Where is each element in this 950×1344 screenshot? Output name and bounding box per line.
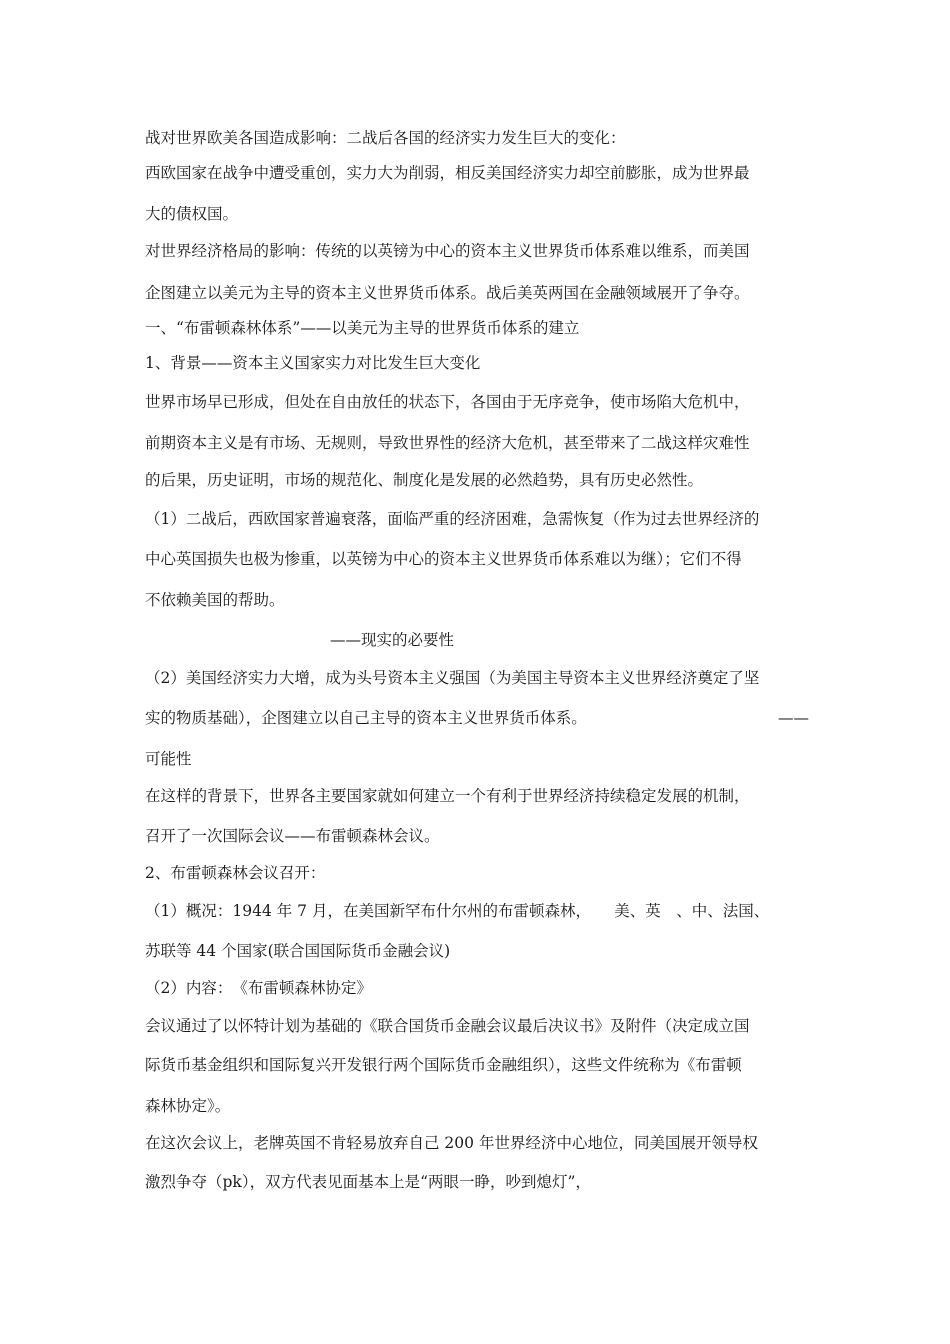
paragraph-line: （2）美国经济实力大增，成为头号资本主义强国（为美国主导资本主义世界经济奠定了坚 [145,669,760,687]
paragraph-line: （2）内容： 《布雷顿森林协定》 [145,979,372,997]
paragraph-line: 对世界经济格局的影响：传统的以英镑为中心的资本主义世界货币体系难以维系，而美国 [145,242,750,260]
paragraph-line: 激烈争夺（pk），双方代表见面基本上是“两眼一睁，吵到熄灯”， [145,1173,591,1191]
trailing-dash: —— [778,709,809,727]
paragraph-line: 森林协定》。 [145,1097,231,1115]
paragraph-line: 在这样的背景下，世界各主要国家就如何建立一个有利于世界经济持续稳定发展的机制， [145,787,750,805]
paragraph-line: 可能性 [145,750,192,768]
paragraph-line: 实的物质基础），企图建立以自己主导的资本主义世界货币体系。 [145,709,587,727]
paragraph-line: 大的债权国。 [145,205,239,223]
paragraph-line: 世界市场早已形成，但处在自由放任的状态下，各国由于无序竞争，使市场陷大危机中， [145,393,750,411]
paragraph-line: （1）二战后，西欧国家普遍衰落，面临严重的经济困难，急需恢复（作为过去世界经济的 [145,510,760,528]
paragraph-line: 中心英国损失也极为惨重，以英镑为中心的资本主义世界货币体系难以为继）；它们不得 [145,550,742,568]
paragraph-line: 战对世界欧美各国造成影响：二战后各国的经济实力发生巨大的变化： [145,129,626,147]
paragraph-line: 会议通过了以怀特计划为基础的《联合国货币金融会议最后决议书》及附件（决定成立国 [145,1017,750,1035]
paragraph-line: （1）概况：1944 年 7 月，在美国新罕布什尔州的布雷顿森林， 美、英 、中、法国、 [145,902,770,920]
paragraph-line: 召开了一次国际会议——布雷顿森林会议。 [145,827,440,845]
paragraph-line: 的后果，历史证明，市场的规范化、制度化是发展的必然趋势，具有历史必然性。 [145,471,704,489]
section-heading: 一、“布雷顿森林体系”——以美元为主导的世界货币体系的建立 [145,319,580,337]
paragraph-line: 在这次会议上，老牌英国不肯轻易放弃自己 200 年世界经济中心地位，同美国展开领导权 [145,1134,758,1152]
paragraph-line: 际货币基金组织和国际复兴开发银行两个国际货币金融组织），这些文件统称为《布雷顿 [145,1056,742,1074]
indented-note: ——现实的必要性 [330,631,455,649]
paragraph-line: 企图建立以美元为主导的资本主义世界货币体系。战后美英两国在金融领域展开了争夺。 [145,284,750,302]
paragraph-line: 苏联等 44 个国家(联合国国际货币金融会议) [145,942,451,960]
subsection-heading: 2、布雷顿森林会议召开： [145,864,326,882]
paragraph-line: 西欧国家在战争中遭受重创，实力大为削弱，相反美国经济实力却空前膨胀，成为世界最 [145,164,750,182]
subsection-heading: 1、背景——资本主义国家实力对比发生巨大变化 [145,354,481,372]
paragraph-line: 前期资本主义是有市场、无规则，导致世界性的经济大危机，甚至带来了二战这样灾难性 [145,434,750,452]
paragraph-line: 不依赖美国的帮助。 [145,591,285,609]
